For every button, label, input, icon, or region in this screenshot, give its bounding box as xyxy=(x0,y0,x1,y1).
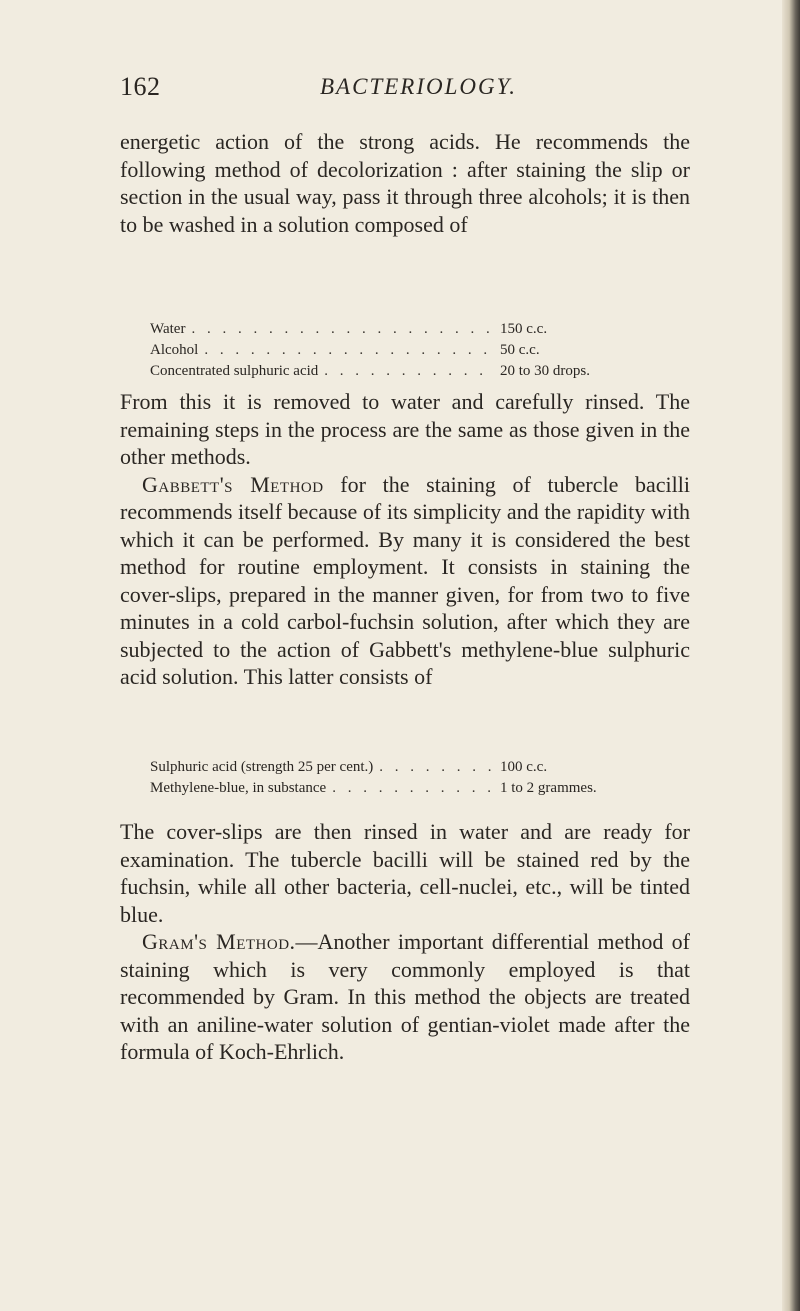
table-row xyxy=(150,757,620,778)
leader-dots xyxy=(191,319,494,340)
paragraph-text: for the staining of tubercle bacilli recommends itself because of its simplicity and the rapidity with which it can be performed. By many it is considered the best method for routine employment. It consists in staining the cover-slips, prepared in the manner given, for from two to five minutes in a cold carbol-fuchsin solution, after which they are subjected to the action of Gabbett's methylene-blue sulphuric acid solution. This latter consists of xyxy=(120,471,690,689)
solution-table-1 xyxy=(150,319,620,382)
paragraph-gabbett-method xyxy=(120,471,690,691)
section-heading-gabbett: Gabbett's Method xyxy=(142,471,324,497)
ingredient-name: Water xyxy=(150,321,186,337)
ingredient-quantity: 50 c.c. xyxy=(500,342,540,358)
ingredient-name: Sulphuric acid (strength 25 per cent.) xyxy=(150,759,374,775)
page-edge-shadow xyxy=(782,0,800,1311)
ingredient-quantity: 20 to 30 drops. xyxy=(500,363,590,379)
table-row xyxy=(150,778,620,799)
paragraph-decolorization xyxy=(120,128,690,238)
page-number: 162 xyxy=(120,72,161,101)
paragraph-gram-method xyxy=(120,928,690,1066)
paragraph-gabbett xyxy=(120,388,690,691)
running-title: BACTERIOLOGY. xyxy=(320,74,518,99)
table-row xyxy=(150,361,620,382)
paragraph-text: —Another important differential method of staining which is very commonly employed is that recommended by Gram. In this method the objects are treated with an aniline-water solution of gentian-violet made after the formula of Koch-Ehrlich. xyxy=(120,929,690,1064)
table-row xyxy=(150,340,620,361)
leader-dots xyxy=(379,757,494,778)
leader-dots xyxy=(324,361,494,382)
leader-dots xyxy=(204,340,494,361)
paragraph-text: energetic action of the strong acids. He recommends the following method of decolorization : after staining the slip or section in the usual way, pass it through three alcohols; it is then to be washed in a solution composed of xyxy=(120,129,690,237)
section-heading-gram: Gram's Method. xyxy=(142,929,296,954)
leader-dots xyxy=(332,778,494,799)
page-header xyxy=(120,72,680,112)
paragraph-text: The cover-slips are then rinsed in water and are ready for examination. The tubercle bacilli will be stained red by the fuchsin, while all other bacteria, cell-nuclei, etc., will be tinted blue. xyxy=(120,819,690,927)
ingredient-name: Alcohol xyxy=(150,342,199,358)
ingredient-name: Methylene-blue, in substance xyxy=(150,780,327,796)
solution-table-2 xyxy=(150,757,620,799)
paragraph-text: From this it is removed to water and carefully rinsed. The remaining steps in the process are the same as those given in the other methods. xyxy=(120,389,690,469)
paragraph-rinse-gram xyxy=(120,818,690,1066)
ingredient-name: Concentrated sulphuric acid xyxy=(150,363,319,379)
ingredient-quantity: 1 to 2 grammes. xyxy=(500,780,597,796)
ingredient-quantity: 150 c.c. xyxy=(500,321,548,337)
table-row xyxy=(150,319,620,340)
ingredient-quantity: 100 c.c. xyxy=(500,759,548,775)
